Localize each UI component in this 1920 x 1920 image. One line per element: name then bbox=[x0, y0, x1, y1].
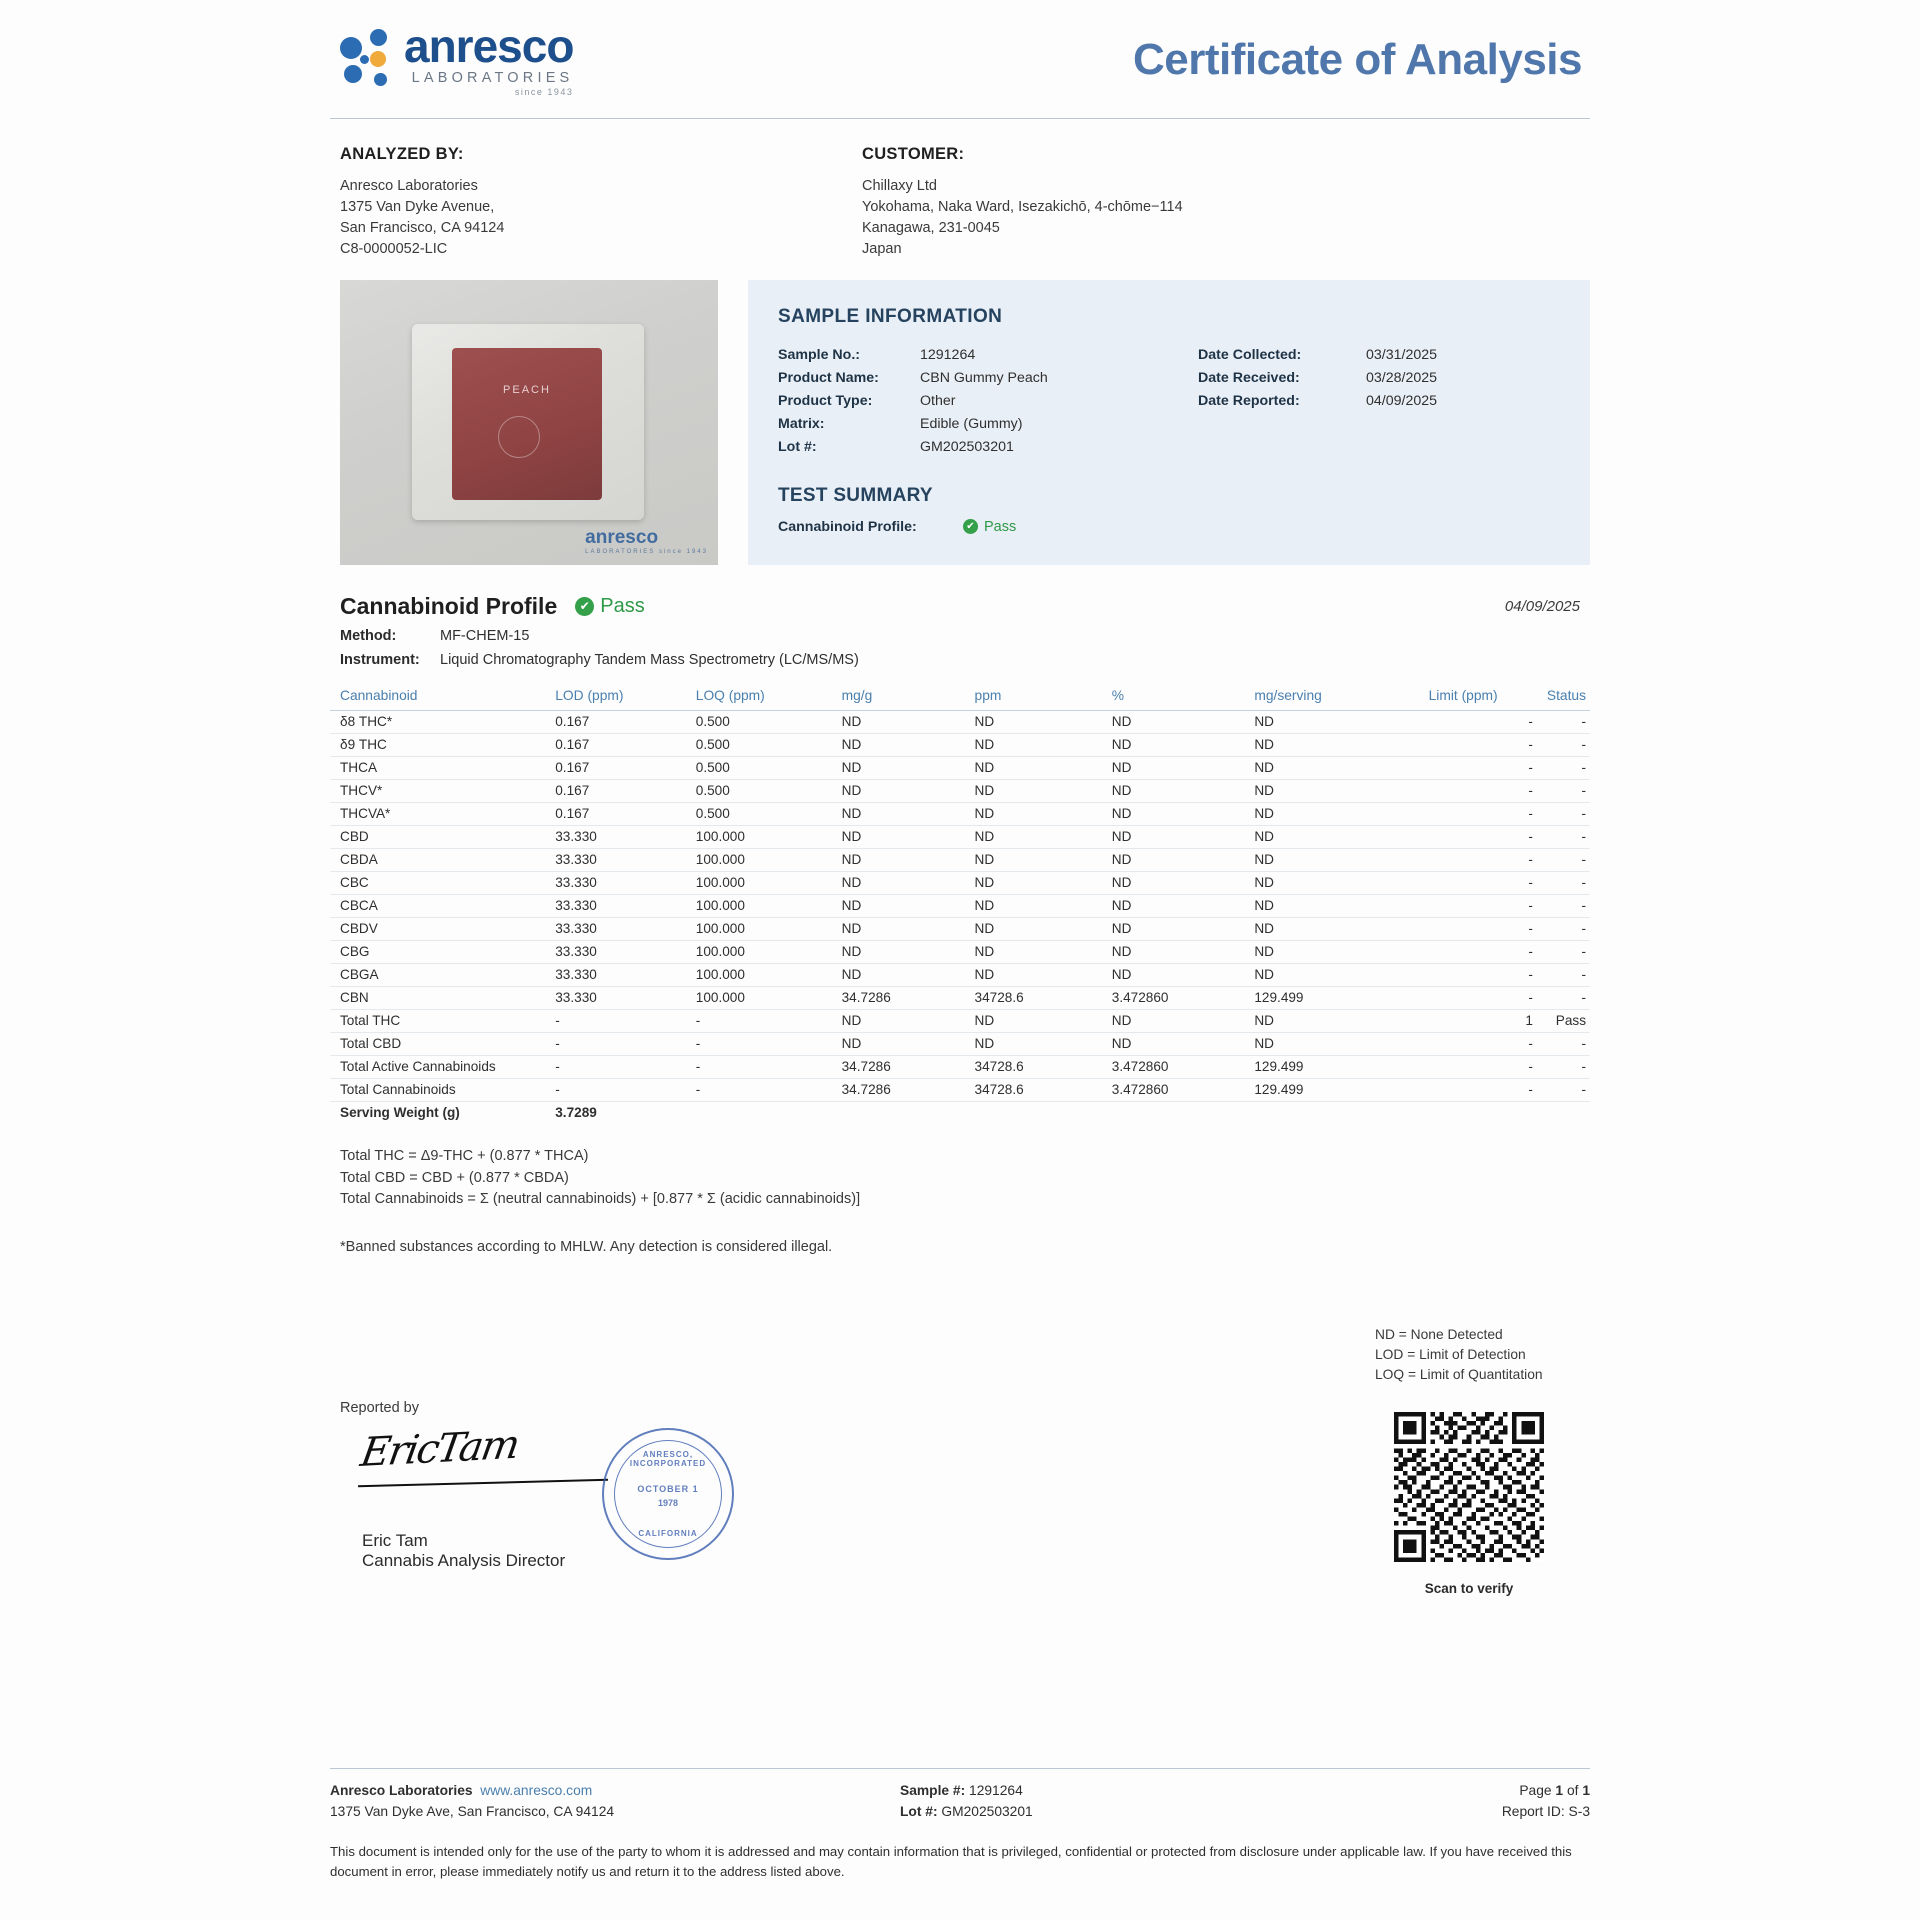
cell-pct: ND bbox=[1102, 1032, 1245, 1055]
analyzed-by-line: C8-0000052-LIC bbox=[340, 240, 448, 257]
cell-limit: - bbox=[1419, 733, 1537, 756]
date-received-label: Date Received: bbox=[1198, 369, 1300, 386]
stamp-state-text: CALIFORNIA bbox=[638, 1529, 698, 1538]
cell-mgserving: ND bbox=[1244, 733, 1418, 756]
col-limit: Limit (ppm) bbox=[1419, 682, 1537, 711]
analyzed-by-block bbox=[330, 143, 840, 260]
cell-mgserving: ND bbox=[1244, 802, 1418, 825]
serving-weight-row bbox=[330, 1101, 1590, 1124]
cell-ppm: ND bbox=[965, 1032, 1102, 1055]
table-row bbox=[330, 986, 1590, 1009]
cell-lod: 33.330 bbox=[545, 825, 686, 848]
cell-ppm: ND bbox=[965, 733, 1102, 756]
analyzed-by-heading: ANALYZED BY: bbox=[340, 145, 464, 163]
formula-notes bbox=[330, 1146, 1590, 1211]
cannabinoid-section-header bbox=[330, 593, 1590, 620]
cell-loq: - bbox=[686, 1009, 832, 1032]
serving-weight-label: Serving Weight (g) bbox=[340, 1105, 460, 1121]
table-row bbox=[330, 779, 1590, 802]
cell-limit: - bbox=[1419, 986, 1537, 1009]
customer-line: Yokohama, Naka Ward, Isezakichō, 4-chōme−114 bbox=[862, 198, 1183, 215]
signature-stroke bbox=[358, 1479, 608, 1488]
sample-no-label: Sample No.: bbox=[778, 346, 860, 363]
product-name-label: Product Name: bbox=[778, 369, 879, 386]
cell-pct: ND bbox=[1102, 848, 1245, 871]
date-reported-value: 04/09/2025 bbox=[1366, 392, 1438, 409]
cell-loq: 100.000 bbox=[686, 940, 832, 963]
cell-name: Total Cannabinoids bbox=[330, 1078, 545, 1101]
footer-lab-name: Anresco Laboratories bbox=[330, 1783, 473, 1799]
watermark-subtext: LABORATORIES since 1943 bbox=[585, 548, 708, 555]
cell-status: - bbox=[1537, 802, 1590, 825]
cell-ppm: ND bbox=[965, 871, 1102, 894]
date-reported-label: Date Reported: bbox=[1198, 392, 1300, 409]
cell-pct: ND bbox=[1102, 963, 1245, 986]
abbreviation-legend bbox=[1375, 1325, 1590, 1385]
footer-website-link[interactable]: www.anresco.com bbox=[480, 1783, 593, 1799]
parties-row bbox=[330, 143, 1590, 260]
table-row bbox=[330, 940, 1590, 963]
cell-mgg: ND bbox=[832, 825, 965, 848]
cell-lod: - bbox=[545, 1078, 686, 1101]
cell-ppm: ND bbox=[965, 917, 1102, 940]
cell-status: - bbox=[1537, 1032, 1590, 1055]
signature-image: EricTam bbox=[357, 1421, 522, 1477]
cell-ppm: ND bbox=[965, 825, 1102, 848]
cell-mgserving: 129.499 bbox=[1244, 1055, 1418, 1078]
cell-mgg: ND bbox=[832, 802, 965, 825]
table-row bbox=[330, 710, 1590, 733]
cell-mgg: ND bbox=[832, 756, 965, 779]
table-header-row bbox=[330, 682, 1590, 711]
table-row bbox=[330, 848, 1590, 871]
cell-ppm: 34728.6 bbox=[965, 1055, 1102, 1078]
cell-ppm: 34728.6 bbox=[965, 986, 1102, 1009]
qr-code[interactable] bbox=[1394, 1412, 1544, 1562]
cell-lod: 0.167 bbox=[545, 710, 686, 733]
page-title: Certificate of Analysis bbox=[1132, 35, 1582, 84]
cell-name: CBG bbox=[330, 940, 545, 963]
cell-loq: 0.500 bbox=[686, 733, 832, 756]
product-name-value: CBN Gummy Peach bbox=[920, 369, 1048, 386]
customer-line: Chillaxy Ltd bbox=[862, 177, 937, 194]
cannabinoid-section-title: Cannabinoid Profile bbox=[340, 592, 558, 619]
cell-ppm: ND bbox=[965, 940, 1102, 963]
cell-lod: 0.167 bbox=[545, 756, 686, 779]
cell-status: - bbox=[1537, 1055, 1590, 1078]
cell-name: THCVA* bbox=[330, 802, 545, 825]
cell-ppm: ND bbox=[965, 756, 1102, 779]
page-label: Page bbox=[1519, 1783, 1552, 1799]
table-row bbox=[330, 1055, 1590, 1078]
col-mg-serving: mg/serving bbox=[1244, 682, 1418, 711]
cell-loq: - bbox=[686, 1032, 832, 1055]
col-status: Status bbox=[1537, 682, 1590, 711]
cell-mgg: ND bbox=[832, 917, 965, 940]
cell-limit: - bbox=[1419, 756, 1537, 779]
cell-ppm: ND bbox=[965, 779, 1102, 802]
cell-limit: - bbox=[1419, 894, 1537, 917]
cell-mgserving: ND bbox=[1244, 1032, 1418, 1055]
cell-loq: 100.000 bbox=[686, 963, 832, 986]
footer-address: 1375 Van Dyke Ave, San Francisco, CA 94124 bbox=[330, 1803, 615, 1819]
cell-loq: 100.000 bbox=[686, 917, 832, 940]
cell-lod: 33.330 bbox=[545, 848, 686, 871]
analyzed-by-line: San Francisco, CA 94124 bbox=[340, 219, 505, 236]
cell-status: - bbox=[1537, 917, 1590, 940]
cell-name: CBCA bbox=[330, 894, 545, 917]
cell-limit: - bbox=[1419, 917, 1537, 940]
analyzed-by-line: 1375 Van Dyke Avenue, bbox=[340, 198, 495, 215]
cell-mgg: ND bbox=[832, 779, 965, 802]
cell-status: - bbox=[1537, 710, 1590, 733]
cell-mgserving: ND bbox=[1244, 756, 1418, 779]
footer-sample-label: Sample #: bbox=[900, 1783, 966, 1799]
test-summary-status-badge bbox=[963, 519, 1016, 535]
cell-name: Total CBD bbox=[330, 1032, 545, 1055]
cannabinoid-table bbox=[330, 682, 1590, 1124]
cell-status: - bbox=[1537, 848, 1590, 871]
cell-pct: ND bbox=[1102, 871, 1245, 894]
cell-pct: 3.472860 bbox=[1102, 1055, 1245, 1078]
cell-mgserving: ND bbox=[1244, 940, 1418, 963]
cell-name: THCA bbox=[330, 756, 545, 779]
cell-loq: 100.000 bbox=[686, 871, 832, 894]
cell-mgserving: ND bbox=[1244, 871, 1418, 894]
check-icon: ✔ bbox=[575, 597, 594, 616]
cell-mgg: ND bbox=[832, 1009, 965, 1032]
table-row bbox=[330, 963, 1590, 986]
cell-loq: 100.000 bbox=[686, 848, 832, 871]
check-icon: ✔ bbox=[963, 519, 978, 534]
anresco-logo bbox=[340, 19, 574, 98]
matrix-value: Edible (Gummy) bbox=[920, 415, 1023, 432]
document-footer bbox=[330, 1768, 1590, 1882]
cell-limit: - bbox=[1419, 710, 1537, 733]
cell-mgserving: 129.499 bbox=[1244, 986, 1418, 1009]
document-header bbox=[330, 0, 1590, 112]
cell-mgg: ND bbox=[832, 1032, 965, 1055]
stamp-top-text: ANRESCO, INCORPORATED bbox=[629, 1450, 707, 1468]
test-summary-row bbox=[778, 519, 1560, 535]
cell-status: - bbox=[1537, 756, 1590, 779]
cell-lod: 33.330 bbox=[545, 871, 686, 894]
cell-status: - bbox=[1537, 733, 1590, 756]
cell-name: CBDV bbox=[330, 917, 545, 940]
cell-ppm: ND bbox=[965, 848, 1102, 871]
table-row bbox=[330, 825, 1590, 848]
cell-limit: - bbox=[1419, 779, 1537, 802]
sample-no-value: 1291264 bbox=[920, 346, 976, 363]
page-total: 1 bbox=[1582, 1783, 1590, 1799]
cell-pct: ND bbox=[1102, 1009, 1245, 1032]
formula-total-cbd: Total CBD = CBD + (0.877 * CBDA) bbox=[340, 1169, 569, 1186]
photo-watermark bbox=[585, 527, 708, 555]
method-label: Method: bbox=[340, 627, 397, 644]
cell-pct: ND bbox=[1102, 779, 1245, 802]
lot-value: GM202503201 bbox=[920, 438, 1014, 455]
cell-loq: - bbox=[686, 1055, 832, 1078]
cell-loq: - bbox=[686, 1078, 832, 1101]
cell-name: CBD bbox=[330, 825, 545, 848]
cell-loq: 0.500 bbox=[686, 779, 832, 802]
cell-status: Pass bbox=[1537, 1009, 1590, 1032]
cell-name: CBGA bbox=[330, 963, 545, 986]
cell-lod: 0.167 bbox=[545, 733, 686, 756]
logo-wordmark: anresco bbox=[404, 19, 574, 72]
cell-name: CBDA bbox=[330, 848, 545, 871]
col-percent: % bbox=[1102, 682, 1245, 711]
cell-pct: ND bbox=[1102, 802, 1245, 825]
table-row bbox=[330, 1032, 1590, 1055]
cell-mgserving: ND bbox=[1244, 779, 1418, 802]
formula-total-cannabinoids: Total Cannabinoids = Σ (neutral cannabinoids) + [0.877 * Σ (acidic cannabinoids)] bbox=[340, 1191, 861, 1208]
header-divider bbox=[330, 118, 1590, 119]
cell-ppm: 34728.6 bbox=[965, 1078, 1102, 1101]
lot-label: Lot #: bbox=[778, 438, 817, 455]
cell-status: - bbox=[1537, 779, 1590, 802]
col-cannabinoid: Cannabinoid bbox=[330, 682, 545, 711]
page-indicator bbox=[1370, 1781, 1590, 1802]
col-mgg: mg/g bbox=[832, 682, 965, 711]
pouch-flavor-text: PEACH bbox=[503, 383, 551, 396]
stamp-date-text: OCTOBER 1 bbox=[637, 1484, 699, 1494]
cell-lod: 0.167 bbox=[545, 802, 686, 825]
cell-status: - bbox=[1537, 894, 1590, 917]
sample-information-heading: SAMPLE INFORMATION bbox=[778, 305, 1003, 327]
cell-pct: ND bbox=[1102, 710, 1245, 733]
cell-mgg: ND bbox=[832, 848, 965, 871]
pouch-emblem-icon bbox=[498, 416, 540, 458]
method-value: MF-CHEM-15 bbox=[440, 627, 530, 644]
cell-pct: ND bbox=[1102, 733, 1245, 756]
company-stamp bbox=[602, 1428, 734, 1560]
instrument-value: Liquid Chromatography Tandem Mass Spectrometry (LC/MS/MS) bbox=[440, 651, 859, 668]
page-of-label: of bbox=[1566, 1783, 1579, 1799]
test-summary-heading: TEST SUMMARY bbox=[778, 484, 933, 506]
cell-name: THCV* bbox=[330, 779, 545, 802]
cell-limit: - bbox=[1419, 1078, 1537, 1101]
product-label-front bbox=[452, 348, 602, 500]
matrix-label: Matrix: bbox=[778, 415, 825, 432]
cell-name: δ9 THC bbox=[330, 733, 545, 756]
cell-lod: 33.330 bbox=[545, 940, 686, 963]
table-row bbox=[330, 756, 1590, 779]
footer-lot-label: Lot #: bbox=[900, 1803, 938, 1819]
banned-substance-note: *Banned substances according to MHLW. Any detection is considered illegal. bbox=[340, 1239, 833, 1256]
stamp-year-text: 1978 bbox=[657, 1498, 679, 1508]
cell-lod: 0.167 bbox=[545, 779, 686, 802]
signer-role: Cannabis Analysis Director bbox=[362, 1551, 566, 1570]
cell-limit: - bbox=[1419, 1032, 1537, 1055]
footer-lot-value: GM202503201 bbox=[941, 1803, 1033, 1819]
test-summary-label: Cannabinoid Profile: bbox=[778, 518, 917, 535]
customer-heading: CUSTOMER: bbox=[862, 145, 965, 163]
cell-limit: - bbox=[1419, 940, 1537, 963]
cell-mgg: ND bbox=[832, 871, 965, 894]
footer-divider bbox=[330, 1768, 1590, 1769]
cannabinoid-status-badge bbox=[575, 595, 644, 618]
legend-loq: LOQ = Limit of Quantitation bbox=[1375, 1367, 1543, 1382]
table-row bbox=[330, 894, 1590, 917]
table-row bbox=[330, 871, 1590, 894]
cell-limit: - bbox=[1419, 963, 1537, 986]
cell-loq: 0.500 bbox=[686, 756, 832, 779]
cell-limit: - bbox=[1419, 1055, 1537, 1078]
logo-since: since 1943 bbox=[514, 87, 574, 98]
sample-row bbox=[330, 280, 1590, 565]
instrument-row bbox=[330, 652, 1590, 668]
cell-pct: 3.472860 bbox=[1102, 986, 1245, 1009]
sample-photo bbox=[340, 280, 718, 565]
cell-mgg: 34.7286 bbox=[832, 1078, 965, 1101]
cell-pct: ND bbox=[1102, 917, 1245, 940]
cell-mgg: ND bbox=[832, 894, 965, 917]
cell-lod: - bbox=[545, 1009, 686, 1032]
cell-mgserving: ND bbox=[1244, 917, 1418, 940]
cell-mgg: ND bbox=[832, 963, 965, 986]
cell-ppm: ND bbox=[965, 710, 1102, 733]
product-type-label: Product Type: bbox=[778, 392, 873, 409]
cell-mgserving: ND bbox=[1244, 894, 1418, 917]
serving-weight-value: 3.7289 bbox=[555, 1105, 597, 1121]
cell-pct: ND bbox=[1102, 756, 1245, 779]
cell-loq: 100.000 bbox=[686, 986, 832, 1009]
formula-total-thc: Total THC = Δ9-THC + (0.877 * THCA) bbox=[340, 1147, 589, 1164]
customer-line: Kanagawa, 231-0045 bbox=[862, 219, 1000, 236]
cannabinoid-status-text: Pass bbox=[600, 594, 645, 617]
col-loq: LOQ (ppm) bbox=[686, 682, 832, 711]
customer-block bbox=[840, 143, 1590, 260]
cell-pct: ND bbox=[1102, 825, 1245, 848]
date-collected-value: 03/31/2025 bbox=[1366, 346, 1438, 363]
cell-limit: - bbox=[1419, 871, 1537, 894]
legend-lod: LOD = Limit of Detection bbox=[1375, 1347, 1526, 1362]
table-row bbox=[330, 733, 1590, 756]
cell-status: - bbox=[1537, 963, 1590, 986]
qr-verification-block bbox=[1390, 1412, 1548, 1596]
instrument-label: Instrument: bbox=[340, 651, 420, 668]
cell-limit: - bbox=[1419, 848, 1537, 871]
cell-limit: - bbox=[1419, 825, 1537, 848]
method-row bbox=[330, 628, 1590, 644]
analyzed-by-line: Anresco Laboratories bbox=[340, 177, 478, 194]
page-current: 1 bbox=[1555, 1783, 1564, 1799]
logo-subtitle: LABORATORIES bbox=[411, 69, 574, 86]
cell-loq: 0.500 bbox=[686, 710, 832, 733]
cell-name: CBN bbox=[330, 986, 545, 1009]
signature-block bbox=[340, 1400, 760, 1571]
molecule-icon bbox=[340, 29, 400, 91]
cell-limit: - bbox=[1419, 802, 1537, 825]
test-summary-status-text: Pass bbox=[984, 518, 1017, 535]
footer-disclaimer: This document is intended only for the use of the party to whom it is addressed and may contain information that is privileged, confidential or protected from disclosure under applicable law. If you have received this document in error, please immediately notify us and return it to the address listed above. bbox=[330, 1844, 1572, 1880]
cell-mgserving: ND bbox=[1244, 963, 1418, 986]
report-id: Report ID: S-3 bbox=[1501, 1803, 1590, 1819]
cell-mgg: ND bbox=[832, 710, 965, 733]
col-lod: LOD (ppm) bbox=[545, 682, 686, 711]
cell-loq: 0.500 bbox=[686, 802, 832, 825]
cell-status: - bbox=[1537, 940, 1590, 963]
cell-lod: 33.330 bbox=[545, 917, 686, 940]
product-pouch bbox=[412, 324, 644, 520]
cell-lod: 33.330 bbox=[545, 894, 686, 917]
watermark-text: anresco bbox=[585, 526, 659, 548]
reported-by-label: Reported by bbox=[340, 1400, 419, 1416]
cell-status: - bbox=[1537, 986, 1590, 1009]
cell-name: δ8 THC* bbox=[330, 710, 545, 733]
cell-ppm: ND bbox=[965, 894, 1102, 917]
qr-caption: Scan to verify bbox=[1424, 1581, 1514, 1596]
table-row bbox=[330, 802, 1590, 825]
table-row bbox=[330, 1009, 1590, 1032]
cell-mgg: 34.7286 bbox=[832, 1055, 965, 1078]
cell-mgserving: 129.499 bbox=[1244, 1078, 1418, 1101]
cell-ppm: ND bbox=[965, 802, 1102, 825]
cell-ppm: ND bbox=[965, 1009, 1102, 1032]
cell-status: - bbox=[1537, 825, 1590, 848]
cell-pct: ND bbox=[1102, 940, 1245, 963]
cell-lod: - bbox=[545, 1055, 686, 1078]
cell-status: - bbox=[1537, 871, 1590, 894]
cell-pct: ND bbox=[1102, 894, 1245, 917]
cell-loq: 100.000 bbox=[686, 825, 832, 848]
date-collected-label: Date Collected: bbox=[1198, 346, 1302, 363]
cell-lod: 33.330 bbox=[545, 963, 686, 986]
cell-mgg: 34.7286 bbox=[832, 986, 965, 1009]
cell-mgserving: ND bbox=[1244, 825, 1418, 848]
cell-mgg: ND bbox=[832, 733, 965, 756]
table-row bbox=[330, 917, 1590, 940]
col-ppm: ppm bbox=[965, 682, 1102, 711]
cell-lod: 33.330 bbox=[545, 986, 686, 1009]
cannabinoid-report-date: 04/09/2025 bbox=[1504, 597, 1580, 615]
cell-pct: 3.472860 bbox=[1102, 1078, 1245, 1101]
cell-name: CBC bbox=[330, 871, 545, 894]
cell-limit: 1 bbox=[1419, 1009, 1537, 1032]
date-received-value: 03/28/2025 bbox=[1366, 369, 1438, 386]
footer-sample-value: 1291264 bbox=[969, 1783, 1023, 1799]
cell-mgserving: ND bbox=[1244, 848, 1418, 871]
product-type-value: Other bbox=[920, 392, 956, 409]
cell-lod: - bbox=[545, 1032, 686, 1055]
legend-nd: ND = None Detected bbox=[1375, 1327, 1503, 1342]
cell-mgserving: ND bbox=[1244, 1009, 1418, 1032]
cell-mgserving: ND bbox=[1244, 710, 1418, 733]
signer-name: Eric Tam bbox=[362, 1531, 428, 1550]
cell-name: Total THC bbox=[330, 1009, 545, 1032]
cell-mgg: ND bbox=[832, 940, 965, 963]
cell-ppm: ND bbox=[965, 963, 1102, 986]
cell-status: - bbox=[1537, 1078, 1590, 1101]
sample-information-panel bbox=[748, 280, 1590, 565]
table-row bbox=[330, 1078, 1590, 1101]
cell-name: Total Active Cannabinoids bbox=[330, 1055, 545, 1078]
cell-loq: 100.000 bbox=[686, 894, 832, 917]
customer-line: Japan bbox=[862, 240, 902, 257]
